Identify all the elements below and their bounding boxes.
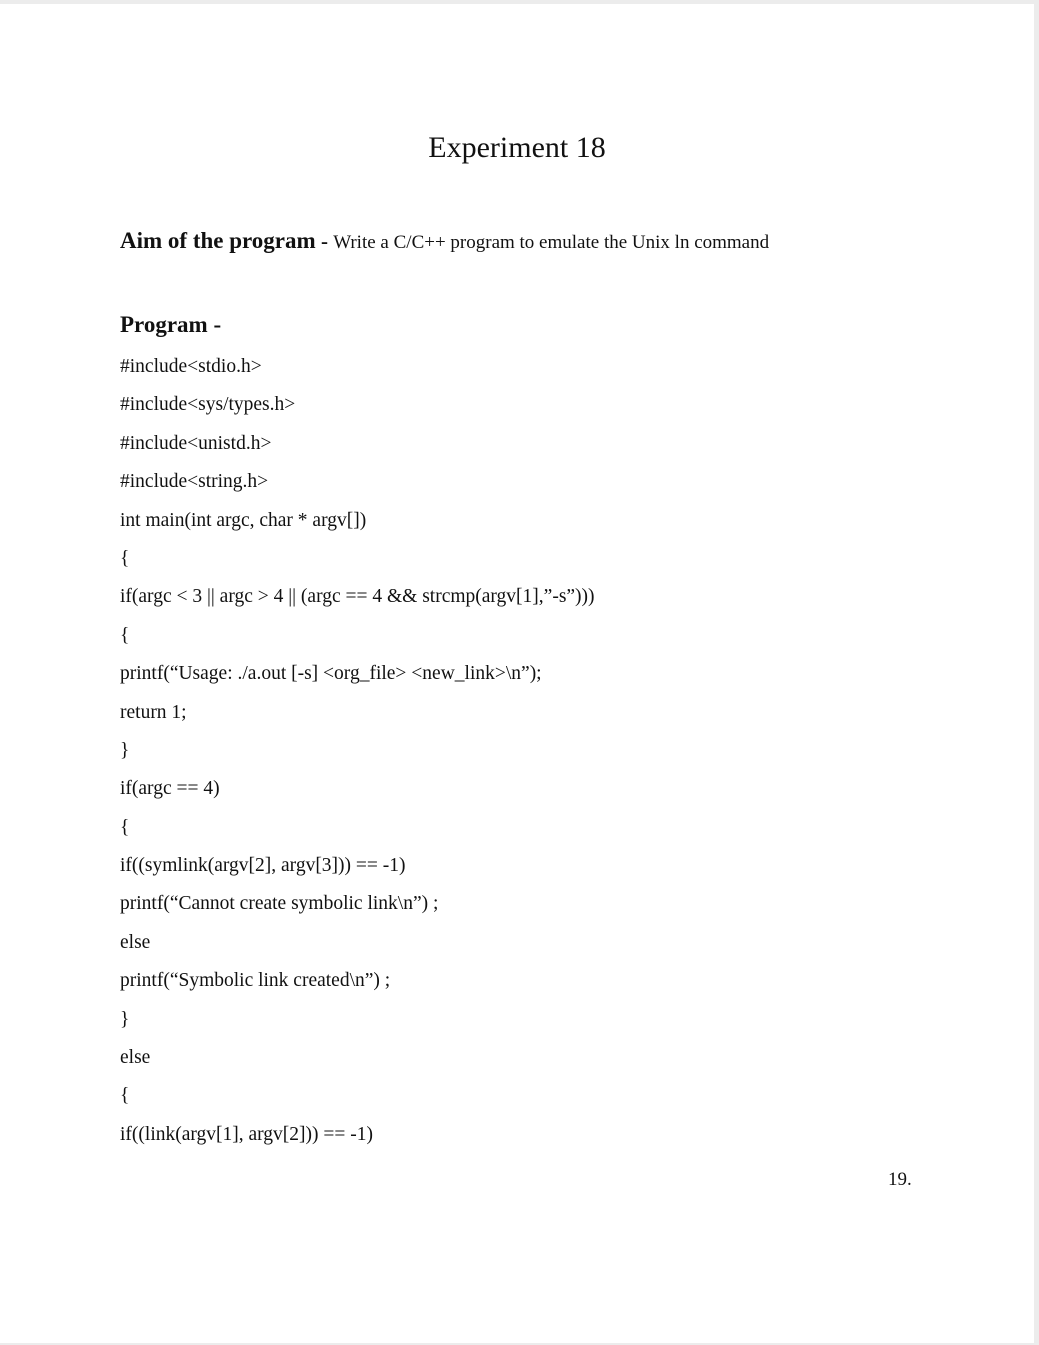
- code-line: if(argc == 4): [120, 778, 220, 800]
- code-line: {: [120, 547, 130, 569]
- code-line: if(argc < 3 || argc > 4 || (argc == 4 && strcmp(argv[1],”-s”))): [120, 586, 595, 608]
- code-line: else: [120, 1047, 151, 1069]
- aim-separator: -: [315, 229, 334, 253]
- code-line: #include<sys/types.h>: [120, 394, 296, 416]
- code-line: printf(“Symbolic link created\n”) ;: [120, 970, 391, 992]
- code-line: {: [120, 816, 130, 838]
- code-line: return 1;: [120, 701, 187, 723]
- program-heading: Program -: [120, 312, 222, 337]
- document-page: [0, 4, 1034, 1343]
- page-title: Experiment 18: [428, 131, 606, 164]
- code-line: #include<string.h>: [120, 471, 269, 493]
- code-line: #include<stdio.h>: [120, 356, 262, 377]
- code-line: if((link(argv[1], argv[2])) == -1): [120, 1123, 374, 1145]
- code-line: }: [120, 1008, 130, 1030]
- code-line: int main(int argc, char * argv[]): [120, 509, 367, 531]
- code-line: printf(“Usage: ./a.out [-s] <org_file> <new_link>\n”);: [120, 663, 542, 685]
- code-listing: [120, 352, 595, 1158]
- aim-label: Aim of the program: [120, 228, 316, 253]
- code-line: printf(“Cannot create symbolic link\n”) ;: [120, 893, 439, 915]
- code-line: if((symlink(argv[2], argv[3])) == -1): [120, 855, 406, 877]
- aim-text: Write a C/C++ program to emulate the Unix ln command: [333, 232, 770, 253]
- code-line: {: [120, 1085, 130, 1107]
- code-line: else: [120, 931, 151, 953]
- code-line: {: [120, 624, 130, 646]
- page-number: 19.: [888, 1169, 912, 1190]
- code-line: }: [120, 739, 130, 761]
- code-line: #include<unistd.h>: [120, 432, 272, 454]
- aim-paragraph: [120, 226, 769, 259]
